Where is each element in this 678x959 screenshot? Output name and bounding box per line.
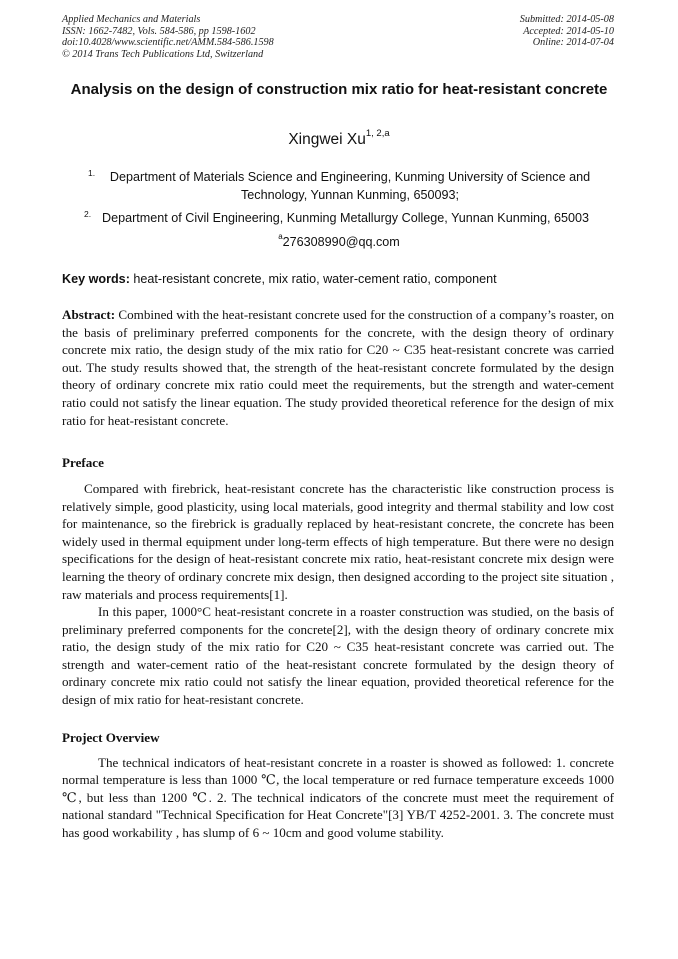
email-address[interactable]: 276308990@qq.com [282,235,400,250]
accepted-date: Accepted: 2014-05-10 [523,25,614,37]
publication-dates [394,14,614,49]
abstract [62,306,614,429]
affiliation-2 [62,209,618,227]
paper-title: Analysis on the design of construction mix ratio for heat-resistant concrete [70,81,608,98]
author [100,130,578,149]
journal-doi[interactable]: doi:10.4028/www.scientific.net/AMM.584-586.1598 [62,37,274,49]
section-heading-preface: Preface [62,455,104,470]
affiliation-number: 1. [88,168,96,178]
affiliation-text: Department of Materials Science and Engineering, Kunming University of Science and Technology, Yunnan Kunming, 650093; [109,170,591,202]
preface-paragraph-1: Compared with firebrick, heat-resistant concrete has the characteristic like construction process is relatively simple, good plasticity, using local materials, good integrity and thermal stability and low cost for maintenance, so the firebrick is gradually replaced by heat-resistant concrete, the concrete has been widely used in thermal equipment under long-term effects of high temperature. But there were no design specifications for the design of heat-resistant concrete mix ratio, heat-resistant concrete mix design were learning the theory of ordinary concrete mix design, then designed according to the project site situation , raw materials and process requirements[1]. [62,481,614,602]
keywords-label: Key words: [62,272,130,286]
email-sup: a [278,232,283,241]
author-affiliation-sup: 1, 2,a [365,128,390,139]
submitted-date: Submitted: 2014-05-08 [519,14,614,25]
journal-issn: ISSN: 1662-7482, Vols. 584-586, pp 1598-1602 [62,25,256,37]
project-overview-paragraph-1: The technical indicators of heat-resistant concrete in a roaster is showed as followed: 1. concrete normal temperature is less than 1000 ℃, the local temperature or red furnace temperature exceeds 1000 ℃, but less than 1200 ℃. 2. The technical indicators of the concrete must meet the requirement of national standard "Technical Specification for Heat Concrete"[3] YB/T 4252-2001. 3. The concrete must has good workability , has slump of 6 ~ 10cm and good volume stability. [62,755,614,840]
author-email [100,234,578,249]
online-date: Online: 2014-07-04 [532,37,614,49]
journal-info [62,14,392,60]
abstract-text: Combined with the heat-resistant concrete used for the construction of a company’s roaster, on the basis of preliminary preferred components for the concrete, with the design theory of ordinary concrete mix ratio, the design study of the mix ratio for C20 ~ C35 heat-resistant concrete was carried out. The study results showed that, the strength of the heat-resistant concrete formulated by the design theory of ordinary concrete mix ratio could meet the requirements, but the strength and water-cement ratio could not satisfy the linear equation. The study provided theoretical reference for the design of mix ratio for heat-resistant concrete. [62,307,614,428]
preface-paragraph-2: In this paper, 1000°C heat-resistant concrete in a roaster construction was studied, on the basis of preliminary preferred components for the concrete[2], with the design theory of ordinary concrete mix ratio, the design study of the mix ratio for C20 ~ C35 heat-resistant concrete was carried out. The strength and water-cement ratio of the heat-resistant concrete formulated by the design theory of ordinary concrete mix ratio could not satisfy the linear equation, provided theoretical reference for the design of mix ratio for heat-resistant concrete. [62,604,614,707]
affiliation-1 [62,168,618,204]
section-heading-project-overview: Project Overview [62,730,160,745]
journal-name: Applied Mechanics and Materials [62,14,201,25]
keywords-text: heat-resistant concrete, mix ratio, water-cement ratio, component [133,272,497,286]
affiliation-number: 2. [84,209,92,219]
author-name: Xingwei Xu [288,131,366,149]
keywords [62,272,618,286]
abstract-label: Abstract: [62,307,116,322]
journal-copyright: © 2014 Trans Tech Publications Ltd, Switzerland [62,48,264,60]
affiliation-text: Department of Civil Engineering, Kunming Metallurgy College, Yunnan Kunming, 65003 [102,211,590,225]
